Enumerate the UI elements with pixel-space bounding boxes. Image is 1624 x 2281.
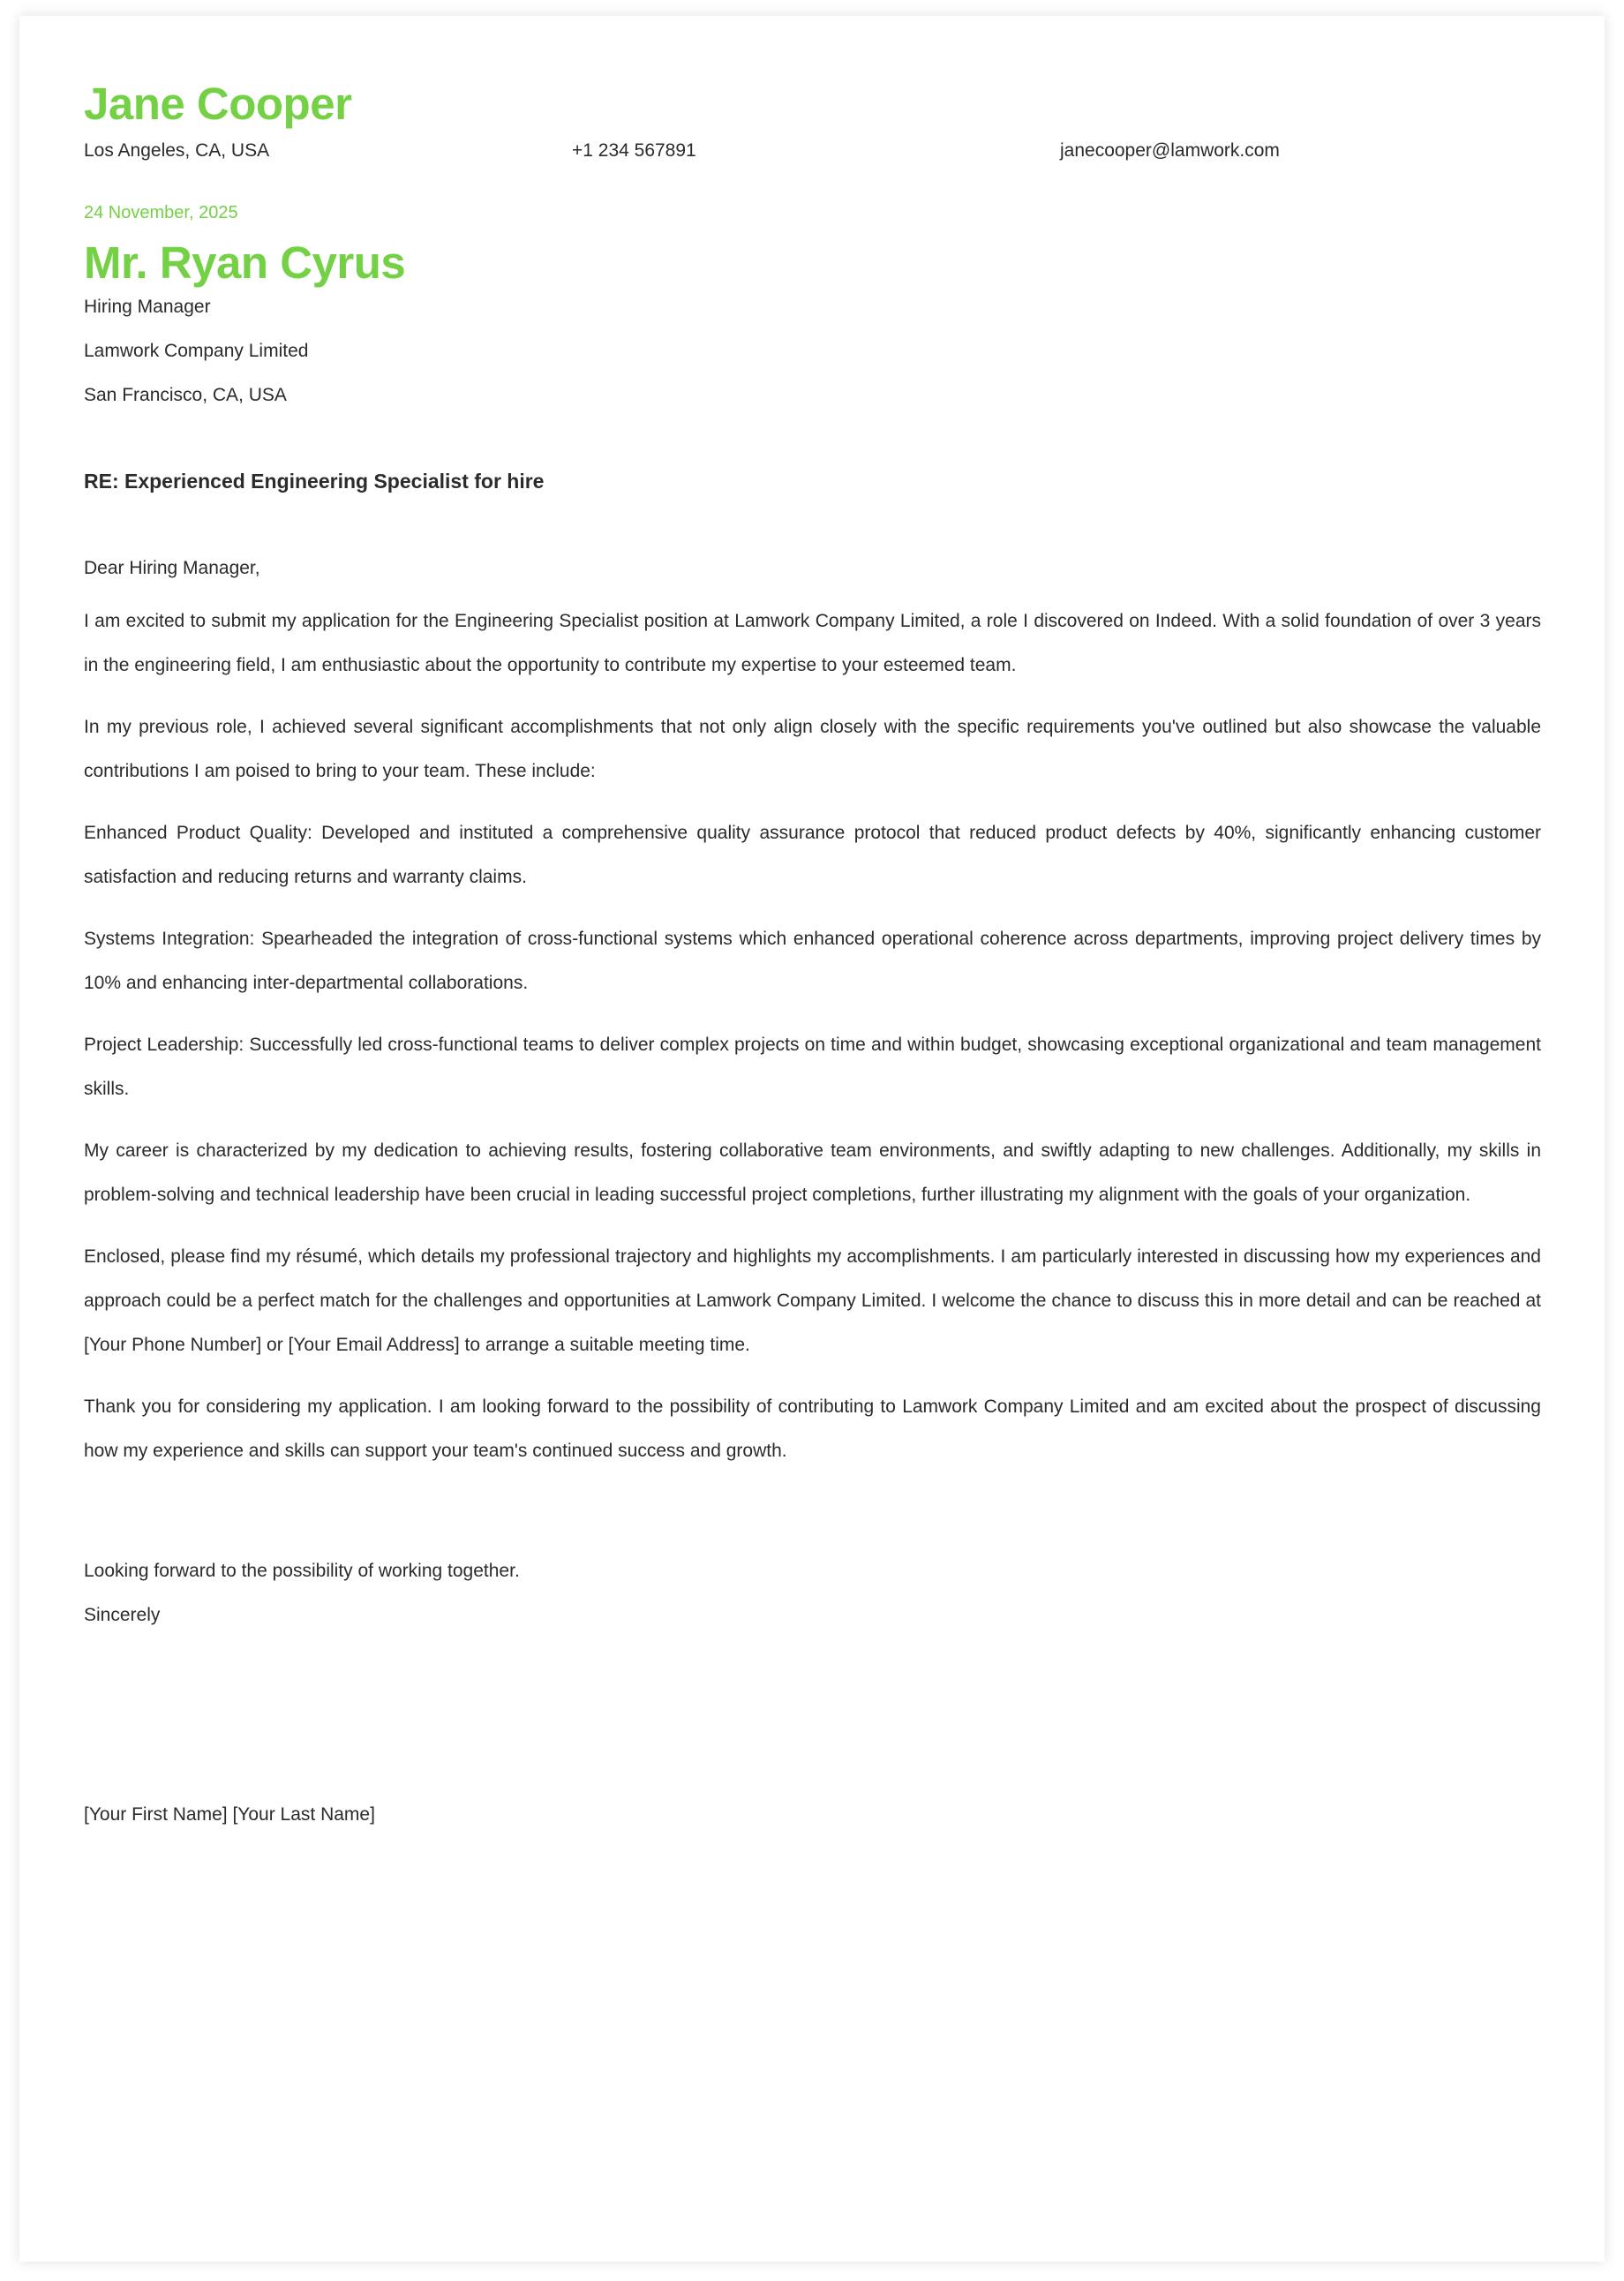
salutation: Dear Hiring Manager, <box>84 558 260 578</box>
closing-line: Looking forward to the possibility of working together. <box>84 1561 520 1581</box>
body-paragraph: Project Leadership: Successfully led cross-functional teams to deliver complex projects on time and within budget, showcasing exceptional organizational and team management skills. <box>84 1035 1541 1099</box>
body-paragraph: In my previous role, I achieved several significant accomplishments that not only align closely with the specific requirements you've outlined but also showcase the valuable contributions I am poised to bring to your team. These include: <box>84 717 1541 781</box>
recipient-location: San Francisco, CA, USA <box>84 385 287 405</box>
letter-page <box>19 16 1605 2262</box>
recipient-address <box>84 285 1541 418</box>
body-paragraph: Systems Integration: Spearheaded the integration of cross-functional systems which enhanced operational coherence across departments, improving project delivery times by 10% and enhancing inter-departmental collaborations. <box>84 929 1541 993</box>
sender-name: Jane Cooper <box>84 79 352 129</box>
sender-email: janecooper@lamwork.com <box>1060 140 1280 161</box>
sender-contact-row <box>84 138 1541 164</box>
body-paragraph: I am excited to submit my application for the Engineering Specialist position at Lamwork Company Limited, a role I discovered on Indeed. With a solid foundation of over 3 years in the engineering field, I am enthusiastic about the opportunity to contribute my expertise to your esteemed team. <box>84 611 1541 675</box>
sender-phone: +1 234 567891 <box>572 140 696 161</box>
letter-subject: RE: Experienced Engineering Specialist for hire <box>84 470 545 493</box>
body-paragraph: Enclosed, please find my résumé, which details my professional trajectory and highlights my accomplishments. I am particularly interested in discussing how my experiences and approach could be a perfect match for the challenges and opportunities at Lamwork Company Limited. I welcome the chance to discuss this in more detail and can be reached at [Your Phone Number] or [Your Email Address] to arrange a suitable meeting time. <box>84 1246 1541 1355</box>
recipient-title: Hiring Manager <box>84 297 211 317</box>
recipient-company: Lamwork Company Limited <box>84 341 309 361</box>
recipient-name: Mr. Ryan Cyrus <box>84 237 406 288</box>
signature-name: [Your First Name] [Your Last Name] <box>84 1804 375 1825</box>
body-paragraph: Thank you for considering my application. I am looking forward to the possibility of contributing to Lamwork Company Limited and am excited about the prospect of discussing how my experience and skills can support your team's continued success and growth. <box>84 1396 1541 1461</box>
closing-block <box>84 1549 1541 1637</box>
letter-date: 24 November, 2025 <box>84 203 238 222</box>
body-paragraph: My career is characterized by my dedication to achieving results, fostering collaborative team environments, and swiftly adapting to new challenges. Additionally, my skills in problem-solving and technical leadership have been crucial in leading successful project completions, further illustrating my alignment with the goals of your organization. <box>84 1140 1541 1205</box>
signoff: Sincerely <box>84 1605 161 1625</box>
sender-location: Los Angeles, CA, USA <box>84 140 270 161</box>
body-paragraph: Enhanced Product Quality: Developed and instituted a comprehensive quality assurance protocol that reduced product defects by 40%, significantly enhancing customer satisfaction and reducing returns and warranty claims. <box>84 823 1541 887</box>
